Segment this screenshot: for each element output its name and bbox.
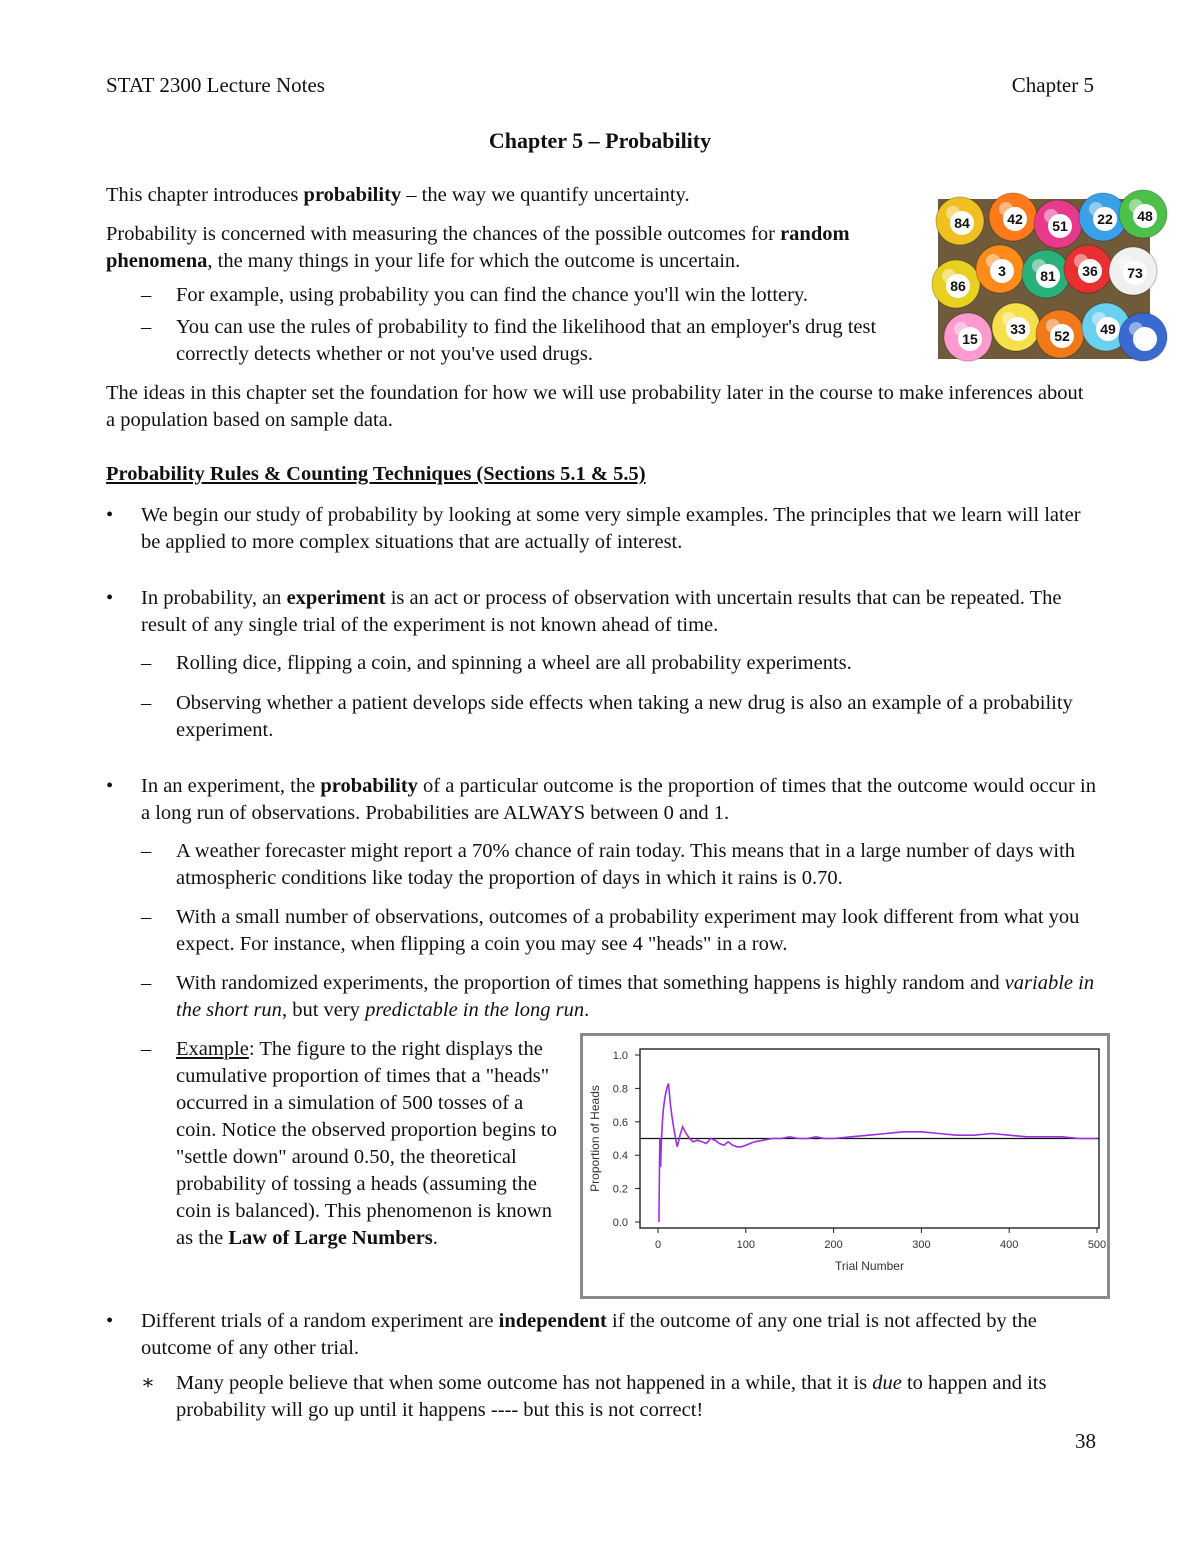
intro-sub-item-2 xyxy=(141,314,901,368)
b2-sub-item-1 xyxy=(141,650,1096,677)
ball-number: 84 xyxy=(954,215,970,231)
chart-y-axis-label: Proportion of Heads xyxy=(588,1085,602,1192)
bullet-text-1: We begin our study of probability by looking at some very simple examples. The principles that we learn will later be applied to more complex situations that are actually of interest. xyxy=(141,504,1081,553)
intro-p2-text: Probability is concerned with measuring the chances of the possible outcomes for xyxy=(106,223,781,245)
page-title: Chapter 5 – Probability xyxy=(488,128,712,153)
example-label: Example xyxy=(176,1038,249,1060)
bullet-item-4 xyxy=(106,1308,1066,1362)
lottery-ball xyxy=(1022,250,1070,298)
chart-x-tick-label: 300 xyxy=(912,1239,931,1251)
dash-marker: – xyxy=(141,972,152,994)
section-heading: Probability Rules & Counting Techniques (Sections 5.1 & 5.5) xyxy=(106,463,646,485)
ball-number: 81 xyxy=(1040,268,1056,284)
b3-sub-item-1 xyxy=(141,838,1096,892)
b2-sub-text-1: Rolling dice, flipping a coin, and spinning a wheel are all probability experiments. xyxy=(176,652,852,674)
ball-number: 22 xyxy=(1097,211,1113,227)
term-law-of-large-numbers: Law of Large Numbers xyxy=(228,1227,433,1249)
b3-sub-text-2: With a small number of observations, outcomes of a probability experiment may look different from what you expect. For instance, when flipping a coin you may see 4 "heads" in a row. xyxy=(176,906,1080,955)
b3-sub-item-3 xyxy=(141,970,1096,1024)
ball-number: 3 xyxy=(998,263,1006,279)
lottery-ball xyxy=(1064,245,1112,293)
bullet-marker: • xyxy=(106,504,114,526)
intro-paragraph-3: The ideas in this chapter set the foundation for how we will use probability later in the course to make inferences about a population based on sample data. xyxy=(106,382,1084,431)
chart-x-tick-label: 500 xyxy=(1087,1239,1107,1251)
ball-number: 15 xyxy=(962,331,978,347)
b3-sub3-text-mid: , but very xyxy=(281,999,366,1021)
dash-marker: – xyxy=(141,652,152,674)
emphasis-short-run: variable in the short run xyxy=(176,972,1095,1021)
b4-sub-text-end: to happen and its probability will go up until it happens ---- but this is not correct! xyxy=(176,1372,1047,1421)
bullet-item-2 xyxy=(106,585,1096,639)
term-probability: probability xyxy=(303,184,402,206)
b2-text: In probability, an xyxy=(141,587,287,609)
lottery-ball xyxy=(1034,200,1082,248)
chart-y-tick-label: 0.0 xyxy=(612,1217,628,1229)
chart-x-tick-label: 0 xyxy=(654,1239,662,1251)
dash-marker: – xyxy=(141,284,152,306)
bullet-text-4 xyxy=(141,1308,1066,1362)
star-marker: ∗ xyxy=(141,1372,155,1394)
page-number: 38 xyxy=(1075,1429,1096,1453)
lottery-balls-image xyxy=(938,199,1153,359)
term-random-phenomena: random phenomena xyxy=(106,223,850,272)
chart-svg xyxy=(583,1036,1107,1296)
ball-number: 49 xyxy=(1100,321,1116,337)
b4-sub-text xyxy=(176,1370,1061,1424)
lottery-ball xyxy=(1036,310,1084,358)
lottery-ball xyxy=(944,313,992,361)
b4-sub-item xyxy=(141,1370,1061,1424)
intro-sub-text-2: You can use the rules of probability to find the likelihood that an employer's drug test correctly detects whether or not you've used drugs. xyxy=(176,316,877,365)
b2-sub-item-2 xyxy=(141,690,1096,744)
ball-number: 51 xyxy=(1052,218,1068,234)
b3-sub-item-2 xyxy=(141,904,1096,958)
ball-number: 86 xyxy=(950,278,966,294)
term-independent: independent xyxy=(498,1310,607,1332)
b3-text-end: of a particular outcome is the proportion of times that the outcome would occur in a long run of observations. Probabilities are ALWAYS between 0 and 1. xyxy=(141,775,1096,824)
lottery-ball xyxy=(936,197,984,245)
b4-sub-text-start: Many people believe that when some outcome has not happened in a while, that it is xyxy=(176,1372,873,1394)
b3-sub-item-example xyxy=(141,1036,566,1252)
lottery-balls-svg xyxy=(938,199,1153,359)
bullet-marker: • xyxy=(106,1310,114,1332)
term-probability-2: probability xyxy=(320,775,418,797)
bullet-text-2 xyxy=(141,585,1096,639)
lottery-ball xyxy=(932,260,980,308)
chart-x-tick-label: 100 xyxy=(736,1239,755,1251)
emphasis-long-run: predictable in the long run xyxy=(365,999,585,1021)
b3-sub3-text: With randomized experiments, the proportion of times that something happens is highly random and xyxy=(176,972,1005,994)
lottery-ball xyxy=(976,245,1024,293)
b3-text: In an experiment, the xyxy=(141,775,321,797)
b4-text: Different trials of a random experiment are xyxy=(141,1310,499,1332)
b4-text-end: if the outcome of any one trial is not affected by the outcome of any other trial. xyxy=(141,1310,1037,1359)
chart-y-tick-label: 0.8 xyxy=(612,1083,628,1096)
b3-sub3-text-end: . xyxy=(584,999,590,1021)
chart-x-tick-label: 400 xyxy=(1000,1239,1019,1251)
b3-sub-text-1: A weather forecaster might report a 70% chance of rain today. This means that in a large number of days with atmospheric conditions like today the proportion of days in which it rains is 0.70. xyxy=(176,840,1076,889)
dash-marker: – xyxy=(141,1038,152,1060)
example-end: . xyxy=(432,1227,438,1249)
bullet-marker: • xyxy=(106,587,114,609)
bullet-item-3 xyxy=(106,773,1096,827)
chart-y-tick-label: 0.6 xyxy=(612,1116,628,1129)
cumulative-proportion-chart xyxy=(580,1033,1110,1299)
intro-sub-item-1 xyxy=(141,282,931,309)
dash-marker: – xyxy=(141,840,152,862)
lottery-ball xyxy=(992,303,1040,351)
chart-y-tick-label: 0.2 xyxy=(612,1183,628,1196)
ball-number: 36 xyxy=(1082,263,1098,279)
intro-p1-text-end: – the way we quantify uncertainty. xyxy=(401,184,690,206)
chart-y-tick-label: 0.4 xyxy=(612,1150,628,1163)
chart-y-tick-label: 1.0 xyxy=(612,1050,628,1062)
dash-marker: – xyxy=(141,906,152,928)
ball-number: 48 xyxy=(1137,208,1153,224)
intro-paragraph-2 xyxy=(106,221,931,275)
dash-marker: – xyxy=(141,316,152,338)
bullet-marker: • xyxy=(106,775,114,797)
header-course-title: STAT 2300 Lecture Notes xyxy=(106,73,325,97)
term-experiment: experiment xyxy=(286,587,386,609)
dash-marker: – xyxy=(141,692,152,714)
chart-x-axis-label: Trial Number xyxy=(835,1259,904,1273)
lottery-ball xyxy=(1119,190,1167,238)
bullet-text-3 xyxy=(141,773,1096,827)
intro-p1-text: This chapter introduces xyxy=(106,184,304,206)
ball-number: 52 xyxy=(1054,328,1070,344)
b2-sub-text-2: Observing whether a patient develops side effects when taking a new drug is also an example of a probability experiment. xyxy=(176,692,1073,741)
example-text xyxy=(176,1036,566,1252)
intro-p2-text-end: , the many things in your life for which the outcome is uncertain. xyxy=(207,250,741,272)
lottery-ball xyxy=(1119,313,1167,361)
example-body: : The figure to the right displays the cumulative proportion of times that a "heads" occurred in a simulation of 500 tosses of a coin. Notice the observed proportion begins to "settle down" around 0.50, the theoretical probability of tossing a heads (assuming the coin is balanced). This phenomenon is known as the xyxy=(176,1038,557,1249)
b2-text-end: is an act or process of observation with uncertain results that can be repeated. The result of any single trial of the experiment is not known ahead of time. xyxy=(141,587,1062,636)
intro-sub-text-1: For example, using probability you can find the chance you'll win the lottery. xyxy=(176,284,809,306)
ball-number: 73 xyxy=(1127,265,1143,281)
ball-number: 33 xyxy=(1010,321,1026,337)
header-chapter: Chapter 5 xyxy=(1011,73,1094,97)
lottery-ball xyxy=(1109,247,1157,295)
emphasis-due: due xyxy=(872,1372,902,1394)
chart-series-line xyxy=(659,1083,1097,1222)
b3-sub-text-3 xyxy=(176,970,1096,1024)
ball-number: 42 xyxy=(1007,211,1023,227)
bullet-item-1 xyxy=(106,502,1096,556)
chart-x-tick-label: 200 xyxy=(824,1239,843,1251)
lottery-ball xyxy=(989,193,1037,241)
